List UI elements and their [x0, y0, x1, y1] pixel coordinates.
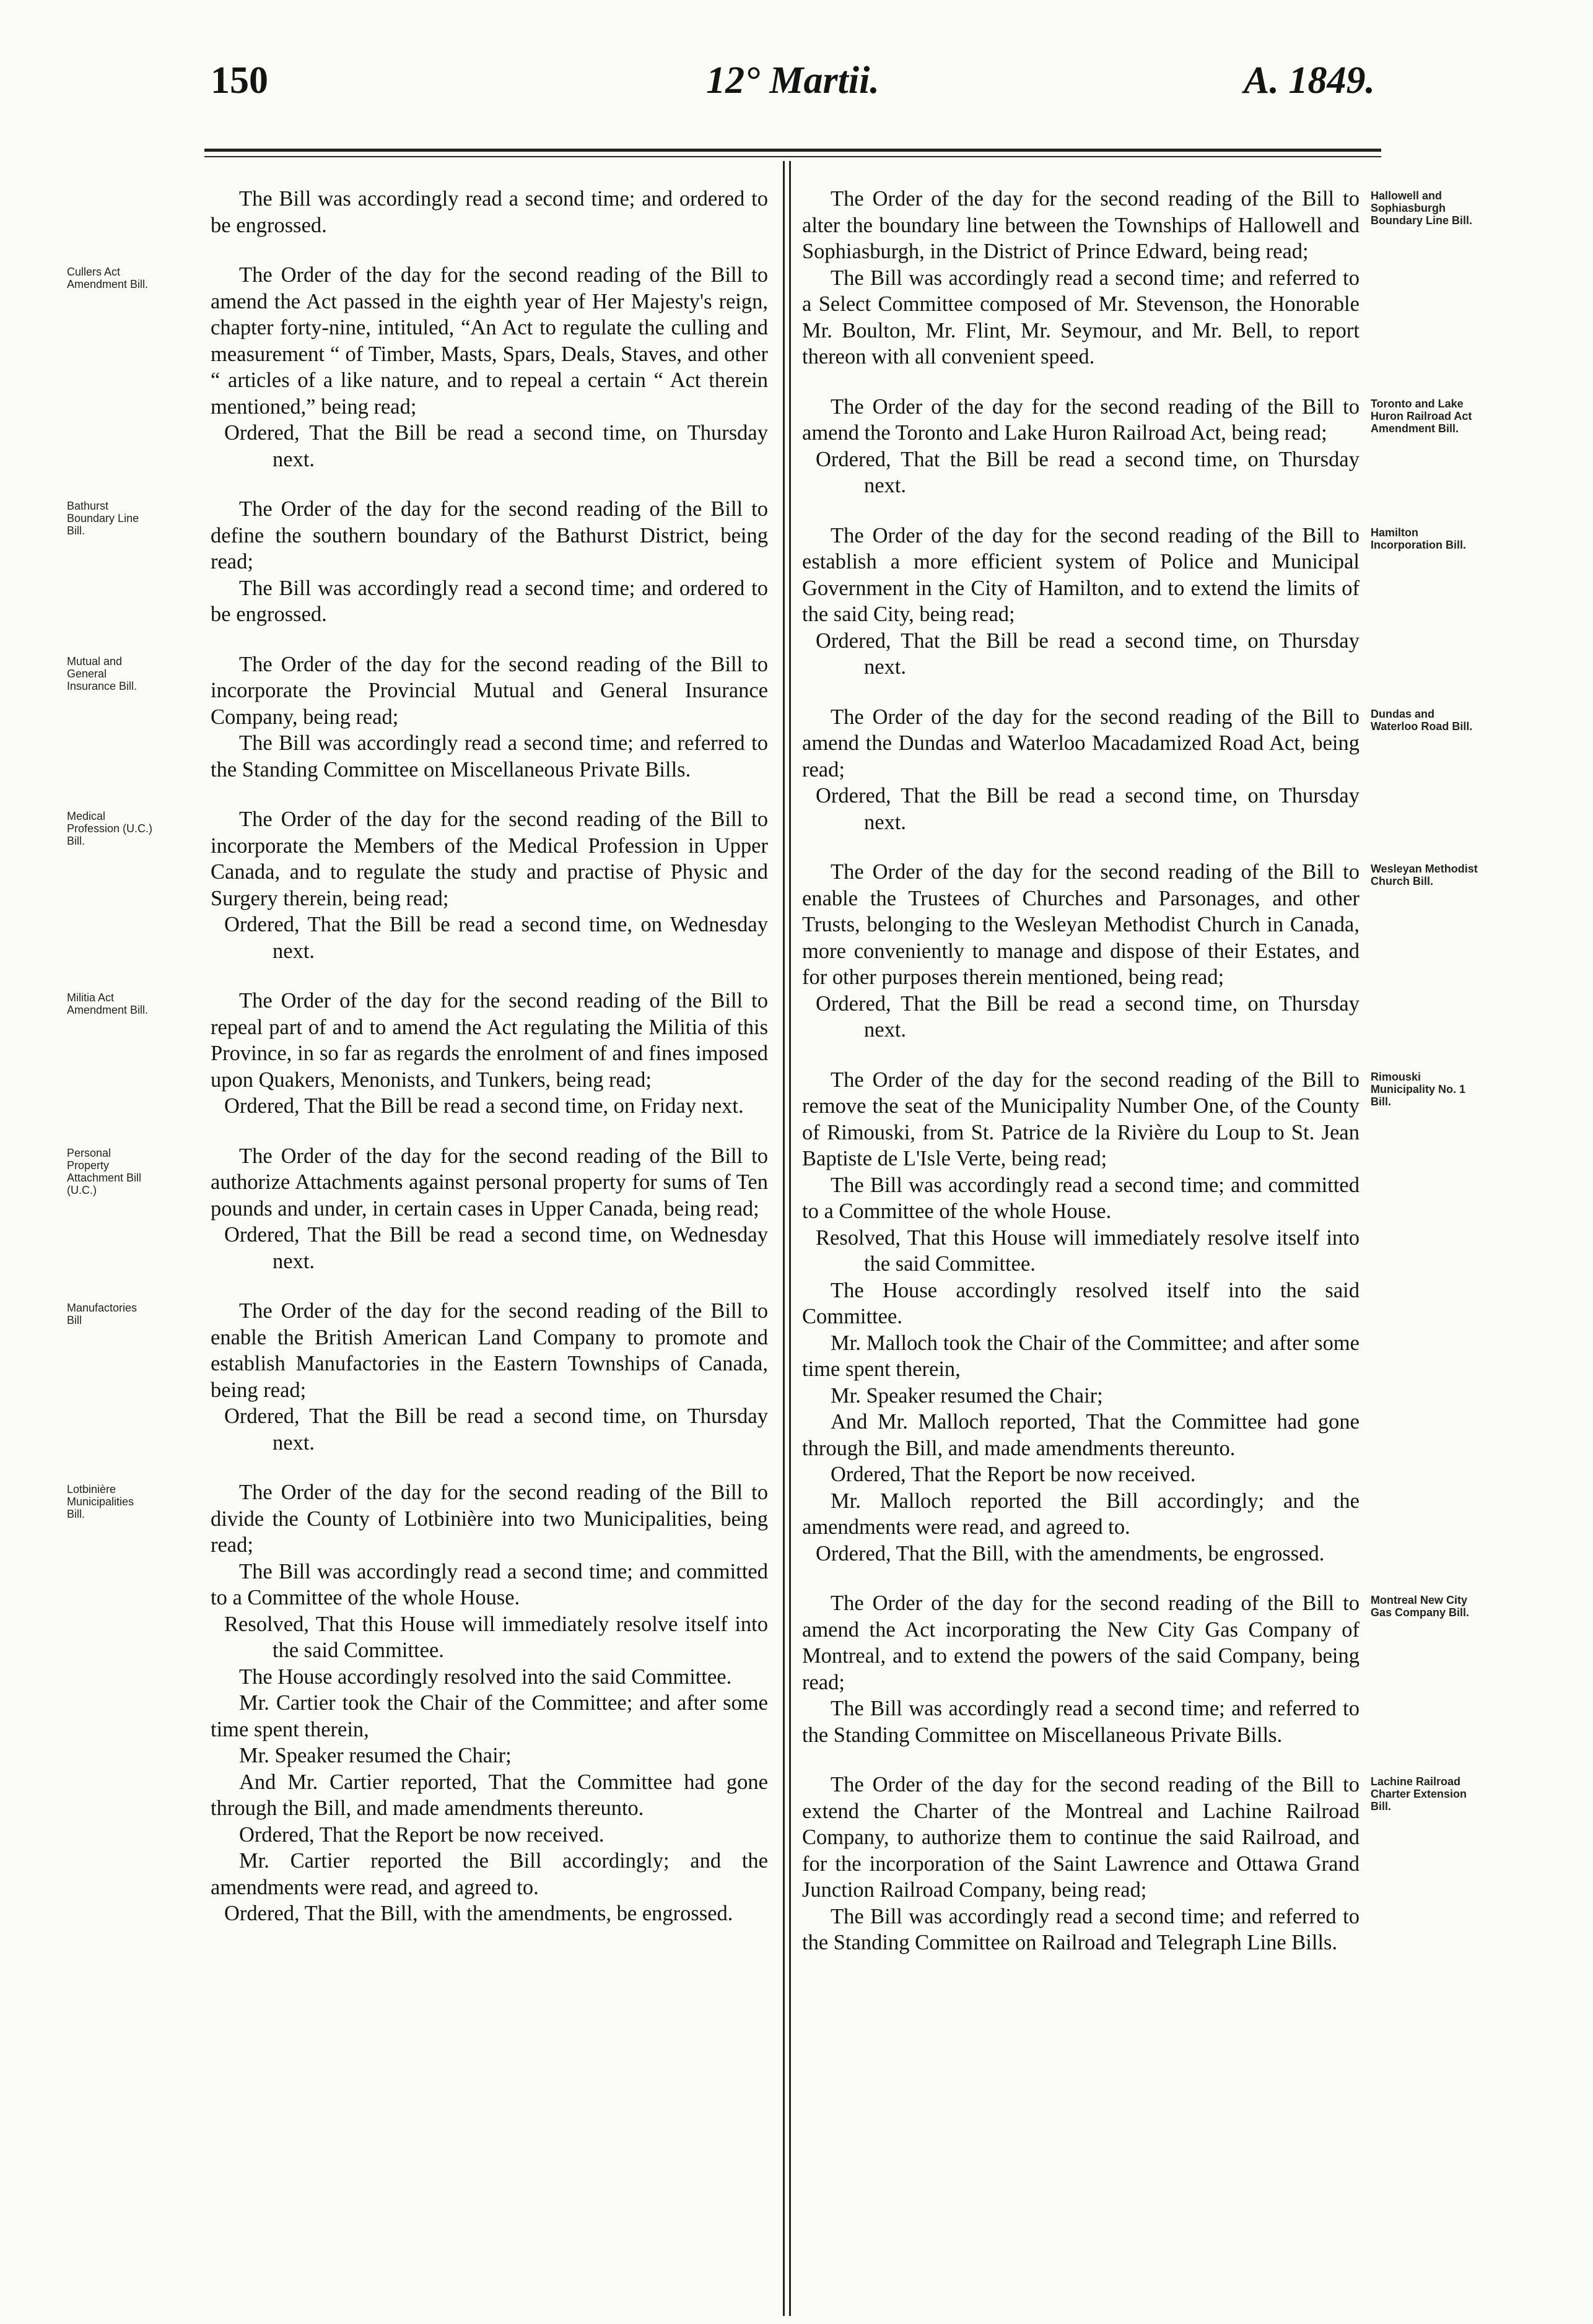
page-number: 150 [211, 59, 268, 102]
entry-paragraph: The Bill was accordingly read a second time; and ordered to be engrossed. [211, 576, 768, 626]
entry-paragraph: Mr. Malloch took the Chair of the Committee; and after some time spent therein, [802, 1331, 1360, 1381]
entry-paragraph: The Bill was accordingly read a second time; and ordered to be engrossed. [211, 187, 768, 237]
entry-paragraph: The House accordingly resolved into the said Committee. [239, 1665, 732, 1689]
margin-note: Hamilton Incorporation Bill. [1371, 526, 1467, 551]
entry-paragraph: The Order of the day for the second reading of the Bill to extend the Charter of the Montreal and Lachine Railroad Company, to authorize them to continue the said Railroad, and for the incorporation of the Saint Lawrence and Ottawa Grand Junction Railroad Company, being read; [802, 1773, 1360, 1902]
margin-note: Montreal New City Gas Company Bill. [1371, 1594, 1470, 1619]
entry-paragraph: Resolved, That this House will immediately resolve itself into the said Committee. [816, 1225, 1360, 1276]
header-rule-thin [204, 156, 1381, 157]
entry-paragraph: The Order of the day for the second reading of the Bill to authorize Attachments against personal property for sums of Ten pounds and under, in certain cases in Upper Canada, being read; [211, 1144, 768, 1221]
column-divider-left [783, 161, 785, 2316]
page-date: 12° Martii. [706, 59, 879, 102]
margin-note: Manufactories Bill [67, 1302, 137, 1326]
journal-entry [67, 1479, 768, 1927]
margin-note: Militia Act Amendment Bill. [67, 991, 149, 1016]
journal-entry [802, 523, 1467, 681]
entry-paragraph: The Bill was accordingly read a second time; and referred to a Select Committee composed of Mr. Stevenson, the Honorable Mr. Boulton, Mr. Flint, Mr. Seymour, and Mr. Bell, to report thereon with all convenient speed. [802, 266, 1360, 368]
entry-paragraph: The Order of the day for the second reading of the Bill to divide the County of Lotbinière into two Municipalities, being read; [211, 1481, 768, 1557]
right-column [802, 186, 1478, 1980]
entry-paragraph: Ordered, That the Bill be read a second time, on Thursday next. [224, 1404, 768, 1455]
margin-note: Cullers Act Amendment Bill. [67, 266, 149, 290]
entry-paragraph: Mr. Speaker resumed the Chair; [831, 1383, 1103, 1408]
margin-note: Hallowell and Sophiasburgh Boundary Line Bill. [1371, 189, 1473, 227]
margin-note: Wesleyan Methodist Church Bill. [1371, 863, 1478, 887]
margin-note: Toronto and Lake Huron Railroad Act Amendment Bill. [1371, 397, 1472, 435]
entry-paragraph: Mr. Cartier took the Chair of the Committee; and after some time spent therein, [211, 1691, 768, 1741]
entry-paragraph: Ordered, That the Bill be read a second time, on Thursday next. [816, 991, 1360, 1042]
entry-paragraph: And Mr. Cartier reported, That the Committee had gone through the Bill, and made amendments thereunto. [211, 1770, 768, 1820]
margin-note: Bathurst Boundary Line Bill. [67, 500, 139, 537]
journal-entry [802, 704, 1473, 836]
margin-note: Lachine Railroad Charter Extension Bill. [1371, 1775, 1467, 1813]
header-rule-thick [204, 149, 1381, 152]
margin-note: Personal Property Attachment Bill (U.C.) [67, 1146, 142, 1196]
entry-paragraph: Ordered, That the Report be now received. [831, 1463, 1196, 1486]
entry-paragraph: The Order of the day for the second reading of the Bill to amend the Act passed in the eighth year of Her Majesty's reign, chapter forty-nine, intituled, “An Act to regulate the culling and measurement “ of Timber, Masts, Spars, Deals, Staves, and other “ articles of a like nature, and to repeal a certain “ Act therein mentioned,” being read; [211, 263, 768, 419]
journal-entry [67, 651, 768, 783]
entry-paragraph: The Order of the day for the second reading of the Bill to establish a more efficient system of Police and Municipal Government in the City of Hamilton, and to extend the limits of the said City, being read; [802, 523, 1360, 626]
journal-entry [802, 1067, 1466, 1567]
entry-paragraph: The Order of the day for the second reading of the Bill to amend the Toronto and Lake Huron Railroad Act, being read; [802, 394, 1360, 445]
entry-paragraph: Ordered, That the Bill be read a second time, on Friday next. [224, 1094, 744, 1118]
entry-paragraph: The House accordingly resolved itself into the said Committee. [802, 1278, 1360, 1328]
margin-note: Mutual and General Insurance Bill. [67, 655, 137, 692]
entry-paragraph: Ordered, That the Report be now received. [239, 1822, 604, 1847]
entry-paragraph: Ordered, That the Bill be read a second time, on Wednesday next. [224, 1223, 768, 1273]
entry-paragraph: The Bill was accordingly read a second time; and committed to a Committee of the whole House. [211, 1559, 768, 1609]
page-year: A. 1849. [1244, 59, 1375, 102]
journal-entry [67, 1298, 768, 1456]
entry-paragraph: Mr. Speaker resumed the Chair; [239, 1744, 512, 1767]
margin-note: Dundas and Waterloo Road Bill. [1371, 707, 1473, 733]
entry-paragraph: The Order of the day for the second reading of the Bill to amend the Dundas and Waterloo Macadamized Road Act, being read; [802, 705, 1360, 781]
entry-paragraph: Ordered, That the Bill be read a second time, on Wednesday next. [224, 913, 768, 963]
left-column [67, 186, 768, 1951]
journal-entry [802, 186, 1473, 370]
entry-paragraph: The Order of the day for the second reading of the Bill to enable the British American Land Company to promote and establish Manufactories in the Eastern Townships of Canada, being read; [211, 1299, 768, 1402]
entry-paragraph: The Bill was accordingly read a second time; and referred to the Standing Committee on Miscellaneous Private Bills. [802, 1697, 1360, 1747]
entry-paragraph: Ordered, That the Bill be read a second time, on Thursday next. [816, 784, 1360, 834]
journal-entry [211, 186, 768, 238]
journal-entry [802, 1590, 1470, 1748]
margin-note: Medical Profession (U.C.) Bill. [67, 810, 153, 847]
entry-paragraph: The Bill was accordingly read a second time; and referred to the Standing Committee on Railroad and Telegraph Line Bills. [802, 1904, 1360, 1954]
entry-paragraph: The Bill was accordingly read a second time; and committed to a Committee of the whole House. [802, 1173, 1360, 1223]
entry-paragraph: Resolved, That this House will immediately resolve itself into the said Committee. [224, 1612, 768, 1662]
margin-note: Lotbinière Municipalities Bill. [67, 1483, 134, 1520]
entry-paragraph: Ordered, That the Bill, with the amendments, be engrossed. [224, 1902, 733, 1925]
entry-paragraph: The Order of the day for the second reading of the Bill to repeal part of and to amend the Act regulating the Militia of this Province, in so far as regards the enrolment of and fines imposed upon Quakers, Menonists, and Tunkers, being read; [211, 989, 768, 1092]
journal-entry [67, 262, 768, 472]
page-header [204, 59, 1381, 133]
journal-entry [802, 394, 1472, 499]
journal-entry [67, 1143, 768, 1275]
entry-paragraph: The Order of the day for the second reading of the Bill to alter the boundary line between the Townships of Hallowell and Sophiasburgh, in the District of Prince Edward, being read; [802, 187, 1360, 263]
entry-paragraph: The Order of the day for the second reading of the Bill to incorporate the Members of the Medical Profession in Upper Canada, and to regulate the study and practise of Physic and Surgery therein, being read; [211, 807, 768, 910]
entry-paragraph: Ordered, That the Bill, with the amendments, be engrossed. [816, 1541, 1325, 1565]
margin-note: Rimouski Municipality No. 1 Bill. [1371, 1070, 1466, 1108]
entry-paragraph: The Order of the day for the second reading of the Bill to incorporate the Provincial Mutual and General Insurance Company, being read; [211, 652, 768, 729]
entry-paragraph: Mr. Malloch reported the Bill accordingly; and the amendments were read, and agreed to. [802, 1489, 1360, 1539]
entry-paragraph: The Order of the day for the second reading of the Bill to remove the seat of the Municipality Number One, of the County of Rimouski, from St. Patrice de la Rivière du Loup to St. Jean Baptiste de L'Isle Verte, being read; [802, 1068, 1360, 1170]
entry-paragraph: And Mr. Malloch reported, That the Committee had gone through the Bill, and made amendments thereunto. [802, 1410, 1360, 1460]
entry-paragraph: Ordered, That the Bill be read a second time, on Thursday next. [816, 629, 1360, 679]
journal-entry [67, 496, 768, 628]
column-divider-right [789, 161, 791, 2316]
entry-paragraph: Ordered, That the Bill be read a second time, on Thursday next. [816, 447, 1360, 497]
entry-paragraph: The Order of the day for the second reading of the Bill to define the southern boundary of the Bathurst District, being read; [211, 497, 768, 573]
journal-entry [802, 859, 1478, 1043]
entry-paragraph: The Order of the day for the second reading of the Bill to amend the Act incorporating the New City Gas Company of Montreal, and to extend the powers of the said Company, being read; [802, 1591, 1360, 1694]
entry-paragraph: Ordered, That the Bill be read a second time, on Thursday next. [224, 421, 768, 471]
journal-entry [802, 1772, 1467, 1956]
entry-paragraph: Mr. Cartier reported the Bill accordingly; and the amendments were read, and agreed to. [211, 1849, 768, 1899]
entry-paragraph: The Bill was accordingly read a second time; and referred to the Standing Committee on Miscellaneous Private Bills. [211, 731, 768, 781]
entry-paragraph: The Order of the day for the second reading of the Bill to enable the Trustees of Churches and Parsonages, and other Trusts, belonging to the Wesleyan Methodist Church in Canada, more conveniently to manage and dispose of their Estates, and for other purposes therein mentioned, being read; [802, 860, 1360, 989]
journal-entry [67, 806, 768, 964]
journal-entry [67, 988, 768, 1120]
